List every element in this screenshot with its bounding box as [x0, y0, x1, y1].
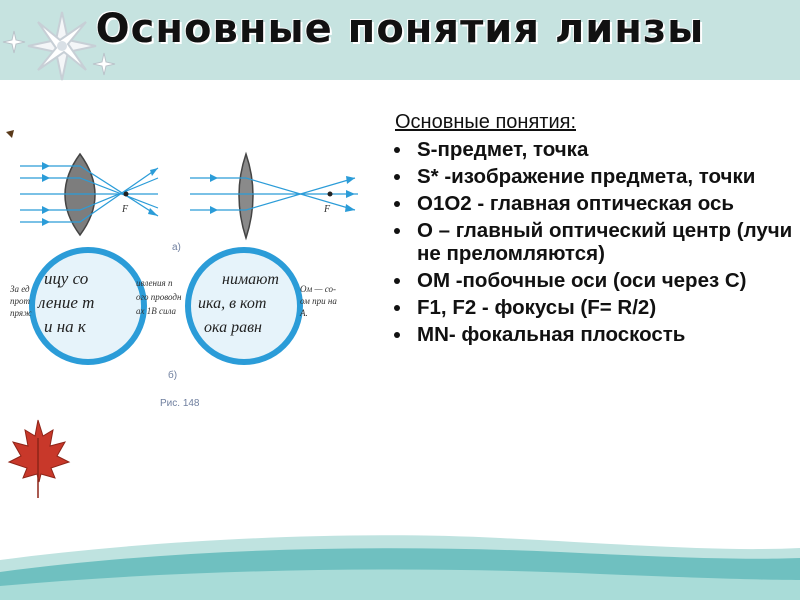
snowflake-small-icon — [93, 53, 115, 75]
lens-text-line: ицу со — [44, 269, 89, 288]
focus-label-a: F — [122, 204, 129, 215]
focus-point-a — [124, 192, 129, 197]
book-text-line: За ед — [10, 284, 30, 294]
book-text-line: ом при на — [300, 296, 337, 306]
caption-a: а) — [172, 242, 181, 253]
list-item: • O1O2 - главная оптическая ось — [413, 192, 795, 215]
list-item: • F1, F2 - фокусы (F= R/2) — [413, 296, 795, 319]
concepts-list — [395, 138, 795, 346]
list-item: • ОМ -побочные оси (оси через С) — [413, 269, 795, 292]
lens-diagram-figure — [0, 120, 372, 420]
magnifier-lens-right — [188, 250, 300, 362]
focus-label-b: F — [324, 204, 331, 215]
book-text-line: ах 1В сила — [136, 306, 177, 316]
focus-point-b — [328, 192, 333, 197]
concepts-panel — [395, 110, 795, 350]
lens-text-line: ика, в кот — [198, 295, 267, 312]
lens-text-line: ление т — [38, 293, 95, 312]
magnifier-lens-left — [32, 250, 144, 362]
concepts-heading: Основные понятия: — [395, 111, 576, 133]
book-text-line: Ом — со- — [300, 284, 337, 294]
list-item: • S* -изображение предмета, точки — [413, 165, 795, 188]
book-text-line: пряж — [10, 308, 32, 318]
book-text-line: ого проводн — [136, 292, 182, 302]
lens-text-line: ока равн — [204, 319, 262, 336]
caption-b: б) — [168, 370, 178, 381]
slide-title: Основные понятия линзы — [95, 6, 705, 52]
book-text-line: А. — [300, 308, 308, 318]
list-item: • O – главный оптический центр (лучи не преломляются) — [413, 219, 795, 265]
list-item: • S-предмет, точка — [413, 138, 795, 161]
lens-text-line: нимают — [222, 271, 279, 288]
maple-leaf-icon — [5, 418, 71, 500]
book-text-line: ивления п — [136, 278, 173, 288]
list-item: • MN- фокальная плоскость — [413, 323, 795, 346]
snowflake-decoration — [0, 6, 125, 86]
footer-wave-decoration — [0, 530, 800, 600]
snowflake-large-icon — [28, 12, 96, 80]
snowflake-small-icon — [3, 31, 25, 53]
book-text-line: прот — [10, 296, 30, 306]
lens-text-line: и на к — [44, 317, 86, 336]
figure-caption: Рис. 148 — [160, 398, 200, 409]
